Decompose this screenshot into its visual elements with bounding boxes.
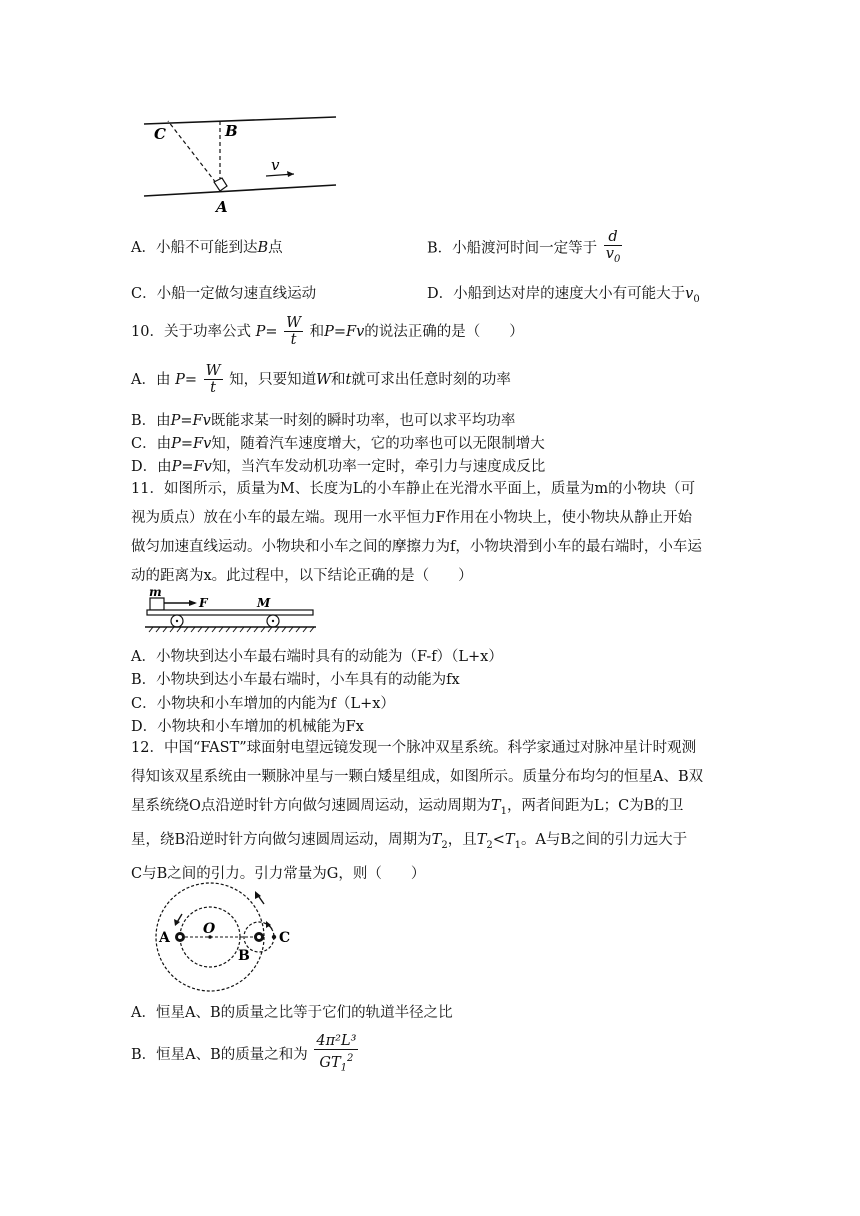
q9-option-a: A．小船不可能到达B点 <box>131 240 283 256</box>
q12-option-b: B．恒星A、B的质量之和为 $\frac{\text{4π²L³}}{GT_1^2}$ <box>131 1033 360 1077</box>
q11-option-b: B．小物块到达小车最右端时，小车具有的动能为fx <box>131 672 460 688</box>
fraction-w-over-t: $\frac{W}{t}$ <box>205 363 221 396</box>
cart-figure <box>143 586 318 636</box>
q10-option-d: D．由P=Fv知，当汽车发动机功率一定时，牵引力与速度成反比 <box>131 459 546 475</box>
q12-option-a: A．恒星A、B的质量之比等于它们的轨道半径之比 <box>131 1005 453 1021</box>
label-o: O <box>203 921 216 937</box>
fraction-w-over-t: $\frac{W}{t}$ <box>286 315 301 348</box>
velocity-arrowhead <box>287 171 294 177</box>
q9-option-b: B．小船渡河时间一定等于 $\frac{d}{v_0}$ <box>427 229 624 268</box>
block-m <box>150 598 164 610</box>
q11-stem: 11．如图所示，质量为M、长度为L的小车静止在光滑水平面上，质量为m的小物块（可 视为质点）放在小车的最左端。现用一水平恒力F作用在小物块上，使小物块从静止开始 做匀加速直线运动。小物块和小车之间的摩擦力为f，小物块滑到小车的最右端时，小车运 动的距离为x。此过程中，以下结论正确的是（ ） <box>131 481 702 584</box>
label-c: C <box>154 125 166 143</box>
label-v: v <box>271 156 280 174</box>
ground-hatching <box>149 627 314 632</box>
label-c: C <box>279 930 291 946</box>
label-b: B <box>238 948 250 964</box>
q11-option-c: C．小物块和小车增加的内能为f（L+x） <box>131 696 395 712</box>
q11-option-d: D．小物块和小车增加的机械能为Fx <box>131 719 364 735</box>
q10-stem: 10．关于功率公式 P= $\frac{W}{t}$ 和P=Fv的说法正确的是（ ） <box>131 315 524 348</box>
q10-option-b: B．由P=Fv既能求某一时刻的瞬时功率，也可以求平均功率 <box>131 413 516 429</box>
fraction-d-over-v0: $\frac{d}{v_0}$ <box>605 229 621 265</box>
label-m: m <box>149 586 162 599</box>
q12-stem: 12．中国“FAST”球面射电望远镜发现一个脉冲双星系统。科学家通过对脉冲星计时观测 得知该双星系统由一颗脉冲星与一颗白矮星组成，如图所示。质量分布均匀的恒星A、B双 星系统绕O点沿逆时针方向做匀速圆周运动，运动周期为$T_1$，两者间距为L；C为B的卫 星，绕B沿逆时针方向做匀速圆周运动，周期为$T_2$，且$T_2<T_1$。A与B之间的引力远大于 C与B之间的引力。引力常量为G，则（ ） <box>131 740 704 882</box>
binary-star-figure <box>146 874 326 994</box>
river-bank-top <box>144 117 336 124</box>
q9-option-c: C．小船一定做匀速直线运动 <box>131 286 317 302</box>
river-bank-bottom <box>144 185 336 196</box>
river-figure <box>140 112 340 222</box>
label-f: F <box>199 596 208 610</box>
label-b: B <box>225 122 238 140</box>
boat-icon <box>214 178 227 191</box>
cart-body <box>147 610 313 615</box>
q10-option-c: C．由P=Fv知，随着汽车速度增大，它的功率也可以无限制增大 <box>131 436 545 452</box>
q9-option-d: D．小船到达对岸的速度大小有可能大于$v_0$ <box>427 286 700 305</box>
path-ac <box>168 121 220 188</box>
q11-option-a: A．小物块到达小车最右端时具有的动能为（F-f）（L+x） <box>131 649 503 665</box>
fraction-mass-sum: $\frac{\text{4π²L³}}{GT_1^2}$ <box>316 1033 357 1074</box>
label-a: A <box>216 198 228 216</box>
q10-option-a: A．由 P= $\frac{W}{t}$ 知，只要知道W和t就可求出任意时刻的功率 <box>131 363 511 396</box>
force-arrowhead <box>189 600 197 606</box>
label-M: M <box>257 596 271 610</box>
label-a: A <box>159 930 170 946</box>
satellite-c <box>272 935 276 939</box>
